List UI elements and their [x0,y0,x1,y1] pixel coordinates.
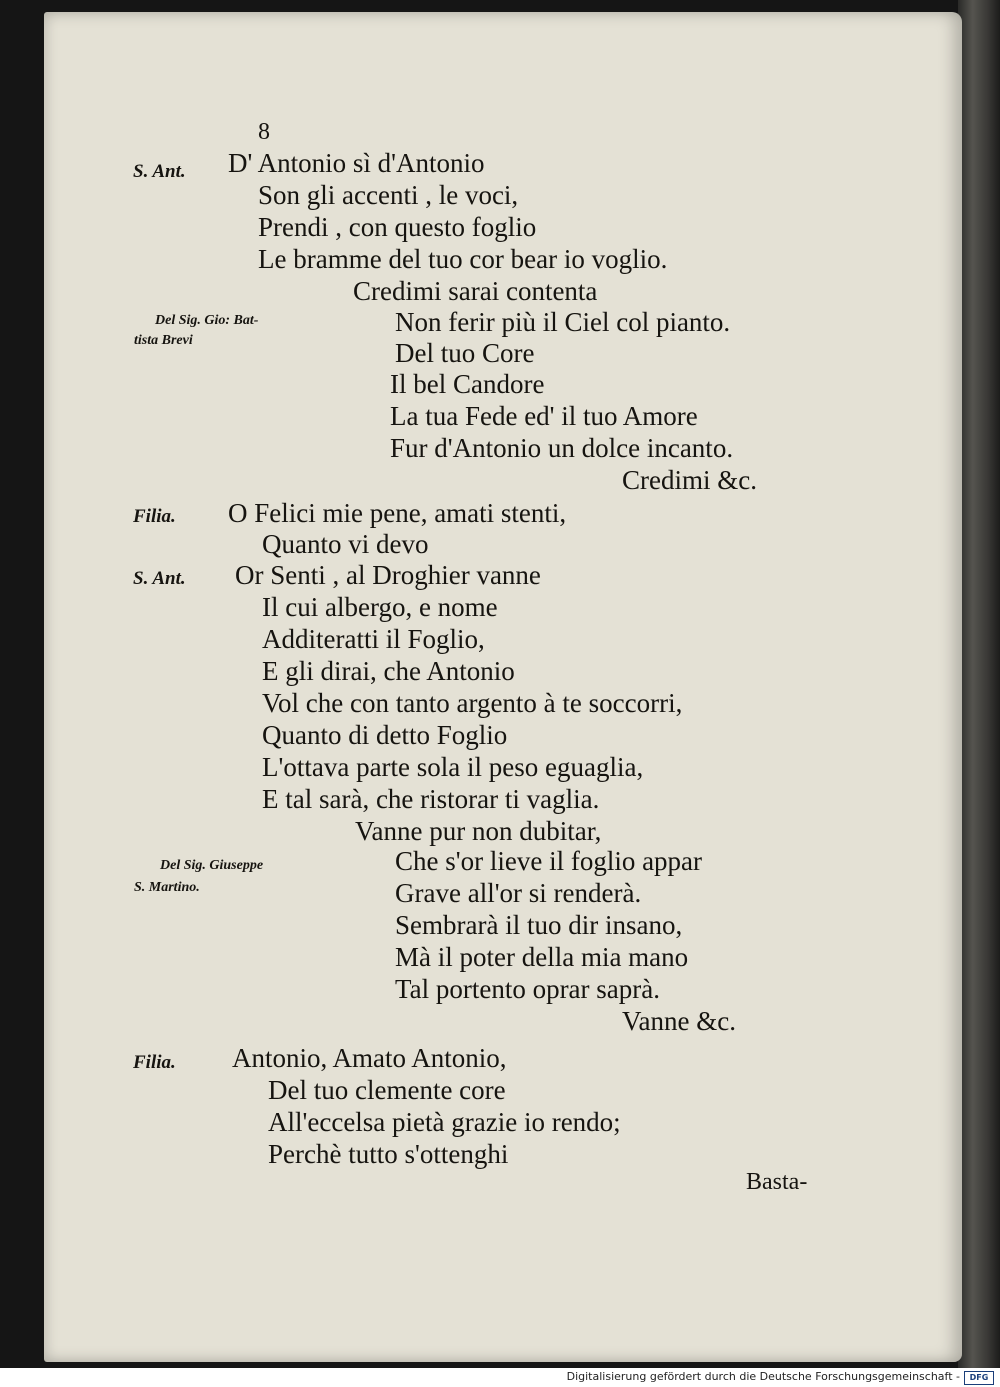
verse-line: Il bel Candore [390,369,545,399]
verse-line: Le bramme del tuo cor bear io voglio. [258,244,668,274]
speaker-label: S. Ant. [133,161,186,182]
margin-annotation: Del Sig. Gio: Bat- [155,313,259,328]
verse-line: Sembrarà il tuo dir insano, [395,910,683,940]
catchword: Basta- [746,1169,808,1195]
page-number: 8 [258,119,270,145]
verse-line: All'eccelsa pietà grazie io rendo; [268,1107,621,1137]
verse-line: Che s'or lieve il foglio appar [395,846,703,876]
verse-line: Credimi &c. [622,465,757,495]
margin-annotation: Del Sig. Giuseppe [160,858,264,873]
verse-line: La tua Fede ed' il tuo Amore [390,401,698,431]
margin-annotation: tista Brevi [134,333,193,348]
speaker-label: Filia. [133,1052,176,1073]
verse-line: Credimi sarai contenta [353,276,598,306]
verse-line: Del tuo clemente core [268,1075,506,1105]
verse-line: E gli dirai, che Antonio [262,656,515,686]
verse-line: Additeratti il Foglio, [262,624,485,654]
speaker-label: Filia. [133,506,176,527]
verse-line: Quanto di detto Foglio [262,720,508,750]
verse-line: Del tuo Core [395,338,535,368]
book-edge [958,0,1000,1368]
verse-line: Quanto vi devo [262,529,429,559]
verse-line: Il cui albergo, e nome [262,592,498,622]
verse-line: Or Senti , al Droghier vanne [235,560,541,590]
margin-annotation: S. Martino. [134,880,200,895]
verse-line: O Felici mie pene, amati stenti, [228,498,567,528]
verse-line: D' Antonio sì d'Antonio [228,148,485,178]
funding-credit: Digitalisierung gefördert durch die Deutsche Forschungsgemeinschaft - [566,1370,960,1383]
verse-line: Perchè tutto s'ottenghi [268,1139,509,1169]
verse-line: Son gli accenti , le voci, [258,180,519,210]
verse-line: Mà il poter della mia mano [395,942,689,972]
dfg-logo: DFG [964,1371,994,1385]
verse-line: Vanne pur non dubitar, [355,816,602,846]
verse-line: Non ferir più il Ciel col pianto. [395,307,731,337]
verse-line: Fur d'Antonio un dolce incanto. [390,433,734,463]
verse-line: Tal portento oprar saprà. [395,974,661,1004]
verse-line: Vol che con tanto argento à te soccorri, [262,688,683,718]
verse-line: Grave all'or si renderà. [395,878,642,908]
verse-line: Antonio, Amato Antonio, [232,1043,507,1073]
verse-line: Vanne &c. [622,1006,736,1036]
verse-line: Prendi , con questo foglio [258,212,537,242]
verse-line: L'ottava parte sola il peso eguaglia, [262,752,644,782]
verse-line: E tal sarà, che ristorar ti vaglia. [262,784,600,814]
speaker-label: S. Ant. [133,568,186,589]
footer-bar [0,1368,1000,1387]
